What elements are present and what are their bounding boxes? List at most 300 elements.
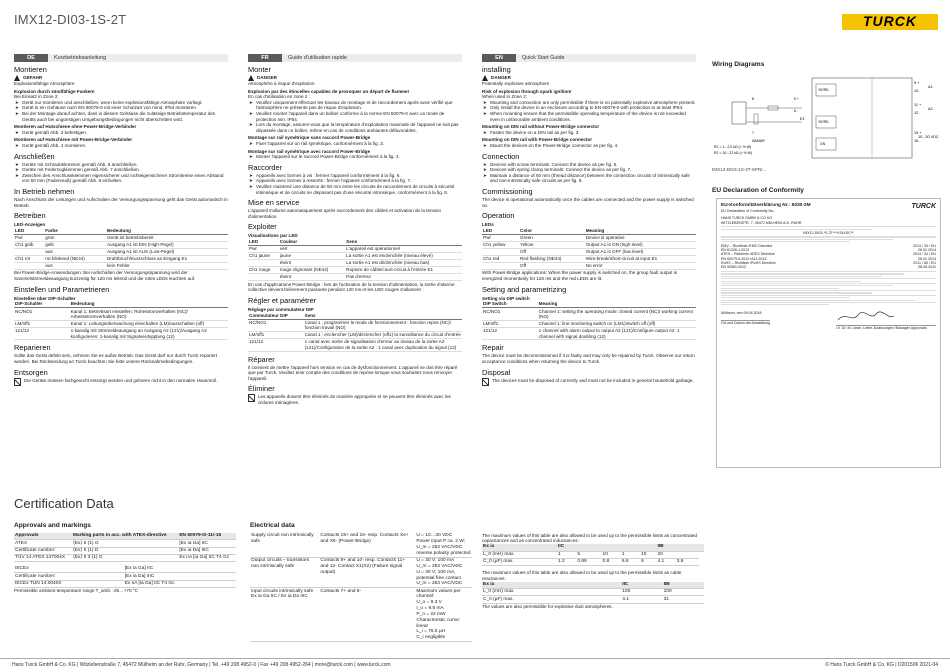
- table-cell: 3.6: [676, 558, 695, 565]
- section-heading-connect: Anschließen: [14, 151, 55, 161]
- led-cell: vert: [279, 246, 345, 253]
- led-table: [14, 228, 228, 270]
- wiring-misc-3: E1: [800, 116, 805, 121]
- led-cell: Ausgang A1 ist AUS (Low-Pegel): [106, 248, 228, 255]
- table-cell: 31: [663, 596, 704, 603]
- led-cell: kein Fehler: [106, 262, 228, 269]
- disposal-text: Les appareils doivent être éliminés de manière appropriée et ne peuvent être éliminés avec les ordures ménagères.: [258, 394, 451, 406]
- warning-line: Bei Einsatz in Zone 2:: [14, 94, 59, 100]
- led-cell: Ch1 jaune: [248, 253, 279, 260]
- led-cell: gelb: [44, 241, 106, 248]
- table-cell: [Ex ia Da] IIIC: [124, 573, 236, 580]
- section-heading-commission: In Betrieb nehmen: [14, 186, 75, 196]
- led-cell: jaune: [279, 253, 345, 260]
- table-cell: U = 30 V; 100 mA U_m = 253 VAC/VDC U = 30 V; 100 mA, potential free contact U_m = 253 VAC/VDC: [415, 557, 472, 588]
- approvals-title: Approvals and markings: [14, 522, 91, 529]
- table-cell: 4.1: [656, 558, 675, 565]
- table-cell: Input circuits intrinsically safe Ex ia Ga IIC / Ex ia Da IIIC: [250, 588, 319, 642]
- column-fr: [248, 54, 462, 406]
- led-cell: Device is operative: [585, 235, 696, 242]
- dip-cell: LM/off1: [482, 320, 538, 327]
- mount-step: ➤ Mount the devices on the Power-Bridge connector as per fig. 4.: [482, 143, 696, 149]
- table-row: [482, 241, 696, 248]
- dip-cell: 1 channel with alarm output to output A2 (121)/Configure output A2: 1 channel with signal doubling (12): [538, 327, 696, 340]
- table-row: [250, 557, 472, 588]
- wiring-misc-4: 8: [752, 97, 754, 101]
- table-row: [14, 241, 228, 248]
- dip-heading: Setting via DIP switch: [482, 295, 530, 301]
- approvals-section: [14, 522, 236, 594]
- section-heading-repair: Réparer: [248, 354, 275, 364]
- table-cell: Ex nA [ia Ga] IIC T4 Gc: [178, 554, 236, 561]
- dip-cell: 1 canal avec sortie de signalisation d'erreur au niveau de la sortie A2 (121)/Configuration de la sortie A2 : 1 canal avec duplication du signal (12): [304, 339, 462, 352]
- weee-bin-icon: [248, 394, 255, 402]
- eu-directive-date: 2014 / 30 / EU: [913, 243, 936, 248]
- table-cell: Supply circuit non intrinsically safe: [250, 533, 319, 557]
- eu-declaration-title: EU Declaration of Conformity: [712, 187, 804, 194]
- table-cell: Contacts 15+ and 16- resp. Contacts X4+ and X5- (Power-Bridge): [319, 533, 415, 557]
- eu-directive-date: 2011 / 65 / EU: [913, 261, 936, 266]
- table-cell: 0.89: [576, 558, 601, 565]
- mount-step: ➤ Monter l'appareil sur le raccord Power-Bridge conformément à la fig. 4.: [248, 154, 462, 160]
- table-row: [482, 308, 696, 321]
- table-cell: L_0 (mH) max.: [482, 589, 621, 596]
- power-bridge-note: With Power-Bridge applications: When the power supply is switched on, the group fault output is energized momentarily for 120 ms and the red LEDs are lit.: [482, 270, 678, 281]
- repair-text: Sollte das Gerät defekt sein, nehmen Sie es außer Betrieb. Das Gerät darf nur durch Turck repariert werden. Bei Rücksendung an Turck beachten Sie bitte unsere Rücknahmebedingungen.: [14, 353, 217, 365]
- table-cell: 1: [621, 551, 640, 558]
- led-table-header: Meaning: [585, 228, 696, 235]
- dip-cell: LM/off1: [248, 332, 304, 339]
- led-cell: Gerät ist betriebsbereit: [106, 235, 228, 242]
- led-table-header: LED: [14, 228, 44, 235]
- section-heading-settings: Régler et paramétrer: [248, 295, 317, 305]
- dip-cell: Canal 1 : programmer le mode de fonctionnement : fonction repos (NC)/ fonction travail (NO): [304, 319, 462, 332]
- led-cell: Pas d'erreur: [345, 274, 462, 281]
- table-row: [14, 547, 236, 554]
- table-row: [14, 320, 228, 327]
- wiring-misc-6: 5 +: [794, 97, 799, 101]
- led-cell: Output A1 is ON (high level): [585, 241, 696, 248]
- table-cell: IECEx: [14, 566, 119, 573]
- mount-step: ➤ Gerät gemäß Abb. 3 befestigen.: [14, 130, 228, 136]
- table-cell: 6.6: [621, 558, 640, 565]
- commission-text: L'appareil s'allume automatiquement après raccordement des câbles et activation de la tension d'alimentation.: [248, 208, 442, 219]
- warning-bullet: ➤ Mounting and connection are only permissible if there is no potentially explosive atmosphere present.: [482, 100, 696, 106]
- led-cell: Ch1 rouge: [248, 267, 279, 274]
- document-title: IMX12-DI03-1S-2T: [14, 12, 127, 27]
- commission-text: Nach Anschluss der Leitungen und Aufschalten der Versorgungsspannung geht das Gerät automatisch in Betrieb.: [14, 197, 228, 208]
- electrical-section: [250, 522, 472, 642]
- table-cell: ⟨Ex⟩ II (1) G: [72, 540, 178, 547]
- signature-graphic: [836, 311, 896, 323]
- wiring-term-0: 9 +: [914, 81, 920, 85]
- section-heading-operation: Betreiben: [14, 211, 46, 221]
- dip-table-header: Meaning: [538, 301, 696, 308]
- section-heading-operation: Operation: [482, 211, 515, 221]
- table-row: [482, 255, 696, 262]
- table-row: [248, 319, 462, 332]
- table-cell: 20: [656, 551, 675, 558]
- table-cell: L_0 (mH) max.: [482, 551, 557, 558]
- warning-bullet: ➤ Only install the device in an enclosure according to EN 60079-0 with protection to at least IP54.: [482, 105, 696, 111]
- max-values-section: [482, 532, 704, 610]
- table-row: [14, 248, 228, 255]
- dip-cell: Channel 1: setting the operating mode: closed current (NC)/ working current (NO): [538, 308, 696, 321]
- eu-sig1: i.V. Dr. M. Linde, Leiter Zulassungen /Manager Approvals: [836, 325, 936, 330]
- led-cell: Red flashing (NE44): [519, 255, 585, 262]
- table-cell: 100: [621, 589, 662, 596]
- language-title: Quick Start Guide: [522, 54, 565, 61]
- table-row: [14, 255, 228, 262]
- wiring-r1: R1 = 1...2,0 kΩ (> ½ W): [714, 145, 752, 149]
- table-row: [14, 566, 236, 573]
- power-bridge-note: En cas d'applications Power-Bridge : lors de l'activation de la tension d'alimentation, la sortie d'alarme collective devient brièvement passante pendant 120 ms et les LED rouges s'allument: [248, 281, 455, 293]
- section-heading-operation: Exploiter: [248, 222, 277, 232]
- table-header: [602, 544, 621, 551]
- table-cell: 1.2: [557, 558, 576, 565]
- led-cell: [248, 274, 279, 281]
- led-cell: Green: [519, 235, 585, 242]
- table-cell: ATEX: [14, 540, 72, 547]
- led-cell: La sortie A1 est enclenchée (niveau élevé): [345, 253, 462, 260]
- eu-place: Mülheim, den 09.04.2018: [721, 311, 762, 316]
- table-row: [248, 253, 462, 260]
- disposal-block: [248, 394, 462, 405]
- warning-icon: [14, 75, 20, 81]
- warning-line: Explosion durch zündfähige Funken!: [14, 88, 95, 94]
- dip-table-header: Commutateur DIP: [248, 312, 304, 319]
- wiring-term-5: A2: [928, 107, 933, 111]
- max-values-table: [482, 544, 704, 566]
- led-cell: Ch1 red: [482, 255, 519, 262]
- wiring-term-6: 15 +: [914, 131, 922, 135]
- max-values-text-2: The maximum values of this table are also allowed to be used up to the permissible limits as cable reactances:: [482, 570, 682, 581]
- warning-bullet: ➤ Bei der Montage darauf achten, dass in diesem Gehäuse die zulässige Betriebstemperatur des Geräts auch bei ungünstigen Umgebungsbedingungen nicht überschritten wird.: [14, 111, 228, 122]
- table-row: [14, 573, 236, 580]
- led-table-header: Bedeutung: [106, 228, 228, 235]
- connect-step: ➤ Geräte mit Federzugklemmen gemäß Abb. 7 anschließen.: [14, 167, 228, 173]
- mount-heading: Mounting on DIN rail without Power-Bridge connector: [482, 124, 600, 130]
- section-heading-mount: installing: [482, 65, 511, 74]
- table-header: Approvals: [14, 533, 72, 540]
- table-row: [14, 262, 228, 269]
- table-row: [482, 589, 704, 596]
- dip-cell: Canal 1 : enclencher (LM)/déclencher (off1) la surveillance du circuit d'entrée: [304, 332, 461, 338]
- led-table-header: Couleur: [279, 239, 345, 246]
- led-cell: Off: [519, 248, 585, 255]
- table-cell: 5: [576, 551, 601, 558]
- table-cell: Maximum values per channel: U_o = 9.3 V I_o = 9.6 mA P_o = 22 mW Characteristic curve: linear L_i = 76.5 µH C_i negligible: [415, 588, 472, 642]
- mount-heading: Montage sur rail symétrique sans raccord Power-Bridge: [248, 135, 371, 141]
- table-header: [676, 544, 695, 551]
- table-cell: 10: [602, 551, 621, 558]
- wiring-misc-2: GN: [820, 142, 826, 146]
- table-row: [482, 262, 696, 269]
- led-cell: Ausgang A1 ist EIN (High-Pegel): [106, 241, 228, 248]
- danger-text: DANGER: [257, 75, 277, 81]
- eu-directive: EN 61326-1:2013: [721, 247, 750, 252]
- table-cell: Contacts 7+ and 8-: [319, 588, 415, 642]
- eu-sub: EU Declaration of Conformity No.:: [721, 208, 776, 213]
- eu-number: 5030-2M: [791, 203, 811, 208]
- mount-step: ➤ Gerät gemäß Abb. 4 montieren.: [14, 143, 228, 149]
- table-header: [699, 544, 704, 551]
- connect-step: ➤ Appareils avec bornes à vis : fermer l'appareil conformément à la fig. 6.: [248, 173, 462, 179]
- section-heading-connect: Connection: [482, 151, 520, 161]
- table-header: IIC: [621, 582, 662, 589]
- warning-line: Potentially explosive atmosphere: [482, 81, 550, 87]
- led-cell: Pwr: [248, 246, 279, 253]
- eu-directive: EMV – Richtlinie /EMC Directive: [721, 243, 773, 248]
- table-row: [482, 551, 704, 558]
- warning-bullet: ➤ When mounting ensure that the permissible operating temperature of the device is not exceeded even in unfavorable ambient conditions.: [482, 111, 696, 122]
- disposal-text: The devices must be disposed of correctly and must not be included in general household garbage.: [492, 377, 694, 383]
- table-cell: U = 10…30 VDC Power input P ca. 2 W; U_m = 253 VAC/VDC reverse polarity protected: [416, 533, 471, 556]
- table-row: [14, 235, 228, 242]
- led-cell: Yellow: [519, 241, 585, 248]
- table-header: Ex ia: [482, 582, 621, 589]
- eu-directive-date: 26.02.2014: [918, 247, 936, 252]
- led-cell: Pwr: [482, 235, 519, 242]
- warning-line: Explosion par des étincelles capables de provoquer un départ de flamme!: [248, 88, 410, 94]
- table-header: EN 60079-0/-11/-15: [178, 533, 236, 540]
- led-table-header: Color: [519, 228, 585, 235]
- commission-text: The device is operational automatically once the cables are connected and the power supply is switched on.: [482, 197, 694, 208]
- connect-step: ➤ Maintain a distance of 50 mm (thread distance) between the connection circuits of intrinsically safe and non-intrinsically safe circuits as per fig. 8.: [482, 173, 696, 184]
- wiring-term-1: 10 -: [914, 89, 921, 93]
- led-heading: LED-Anzeigen: [14, 222, 46, 228]
- max-values-text: The maximum values of this table are also allowed to be used up to the permissible limits as concentrated capacitances and as concentrated inductances:: [482, 532, 697, 544]
- disposal-block: [482, 378, 696, 386]
- dip-cell: Kanal 1: Betriebsart einstellen: Ruhestromverhalten (NC)/ Arbeitsstromverhalten (NO): [70, 308, 228, 321]
- repair-text: Il convient de mettre l'appareil hors tension en cas de dysfonctionnement. L'appareil ne doit être réparé que par Turck. Veuillez tenir compte des conditions de reprise lorsque vous souhaitez nous renvoyer l'appareil.: [248, 364, 458, 381]
- table-header: [640, 544, 656, 551]
- led-cell: aus: [44, 262, 106, 269]
- table-row: [248, 274, 462, 281]
- connect-step: ➤ Devices with spring clamp terminals: Connect the device as per fig. 7.: [482, 167, 696, 173]
- table-row: [482, 248, 696, 255]
- dip-table-header: DIP-Schalter: [14, 301, 70, 308]
- footer-left: Hans Turck GmbH & Co. KG | Witzlebenstraße 7, 45472 Mülheim an der Ruhr, Germany | Tel. +49 208 4952-0 | Fax +49 208 4952-264 | more@turck.com | www.turck.com: [12, 662, 391, 668]
- section-heading-repair: Reparieren: [14, 343, 51, 353]
- wiring-supply: 10...30 VDC: [918, 135, 939, 139]
- led-cell: No error: [585, 262, 696, 269]
- led-cell: Rupture de câble/court-circuit à l'entrée E1: [345, 267, 462, 274]
- table-row: [14, 580, 236, 587]
- dip-heading: Réglage par commutateur DIP: [248, 306, 314, 312]
- dip-cell: Channel 1: line monitoring switch on (LM1)/switch off (off): [538, 320, 696, 327]
- led-table-header: LED: [248, 239, 279, 246]
- led-table-header: LED: [482, 228, 519, 235]
- led-cell: L'appareil est opérationnel: [345, 246, 462, 253]
- table-row: [248, 260, 462, 267]
- table-header: Ex ia: [482, 544, 557, 551]
- table-row: [14, 327, 228, 340]
- led-table-header: Sens: [345, 239, 462, 246]
- language-code: EN: [482, 54, 516, 62]
- table-row: [482, 327, 696, 340]
- table-cell: IECEx TUN 14.0040X: [14, 580, 119, 587]
- led-cell: La sortie A1 est déclenchée (niveau bas): [345, 260, 462, 267]
- table-row: [248, 339, 462, 352]
- table-cell: [695, 558, 699, 565]
- eu-directive: EN 50581:2012: [721, 265, 746, 270]
- table-cell: [676, 551, 695, 558]
- warning-line: En cas d'utilisation en zone 2 :: [248, 94, 310, 100]
- table-header: [621, 544, 640, 551]
- wiring-term-7: 16 -: [914, 139, 921, 143]
- approvals-table: [14, 533, 236, 562]
- language-header: [248, 54, 462, 62]
- led-cell: Ch1 yellow: [482, 241, 519, 248]
- warning-icon: [248, 75, 254, 81]
- table-row: [482, 596, 704, 603]
- footer: [0, 658, 950, 672]
- dip-table: [14, 301, 228, 340]
- dip-cell: LM/off1: [14, 320, 70, 327]
- disposal-text: Die Geräte müssen fachgerecht entsorgt werden und gehören nicht in den normalen Hausmüll.: [24, 377, 218, 383]
- table-cell: ⟨Ex⟩ II (1) D: [72, 547, 178, 554]
- warning-line: When used in Zone 2:: [482, 94, 527, 100]
- table-row: [248, 246, 462, 253]
- dip-heading: Einstellen über DIP-Schalter: [14, 295, 76, 301]
- warning-line: Atmosphère à risque d'explosion: [248, 81, 315, 87]
- column-en: [482, 54, 696, 386]
- section-heading-disposal: Éliminer: [248, 384, 275, 394]
- weee-bin-icon: [14, 378, 21, 386]
- eu-street: WITZLEBENSTR. 7, 45472 MÜLHEIM A.D. RUHR: [721, 220, 802, 225]
- led-cell: Drahtbruch/Kurzschluss an Eingang E1: [106, 255, 228, 262]
- table-header: IIC: [557, 544, 576, 551]
- led-cell: rot blinkend (NE44): [44, 255, 106, 262]
- wiring-term-4: 12 -: [914, 111, 921, 115]
- table-row: [250, 533, 472, 557]
- table-row: [250, 588, 472, 642]
- table-header: IIB: [663, 582, 704, 589]
- eu-directive-date: 08.06.2011: [918, 265, 936, 270]
- dip-cell: 121/12: [248, 339, 304, 352]
- table-row: [14, 308, 228, 321]
- connect-step: ➤ Zwischen den Anschlussklemmen eigensicherer und nichteigensicherer Stromkreise einen Abstand von 50 mm (Fadenmaß) gemäß Abb. 8 einhalten.: [14, 173, 228, 184]
- table-cell: 100: [663, 589, 704, 596]
- column-de: [14, 54, 228, 386]
- footer-right: © Hans Turck GmbH & Co. KG | D201506 2021-04: [825, 662, 938, 668]
- led-cell: Wire-break/Short-circuit at input E1: [585, 255, 696, 262]
- led-cell: [482, 248, 519, 255]
- connect-step: ➤ Geräte mit Schraubklemmen gemäß Abb. 6 anschließen.: [14, 162, 228, 168]
- led-table: [482, 228, 696, 270]
- section-heading-settings: Einstellen und Parametrieren: [14, 284, 110, 294]
- warning-bullet: ➤ Veuillez monter l'appareil dans un boîtier conforme à la norme EN 60079-0 avec un mode de protection min. IP54.: [248, 111, 462, 122]
- eu-declaration-document: [716, 198, 941, 468]
- eu-directive: EN 60079-0:2012+A11:2013: [721, 256, 767, 261]
- section-heading-disposal: Disposal: [482, 367, 511, 377]
- eu-directive: RoHS – Richtlinie /RoHS Directive: [721, 261, 776, 266]
- table-cell: 6: [640, 558, 656, 565]
- section-heading-mount: Montieren: [14, 65, 47, 74]
- table-row: [482, 235, 696, 242]
- eu-directive-date: 26.02.2014: [918, 256, 936, 261]
- table-row: [14, 554, 236, 561]
- eu-heading: EU-Konformitätserklärung Nr.:: [721, 203, 791, 208]
- power-bridge-note: Bei Power-Bridge-Anwendungen: Bei Aufschalten der Versorgungsspannung wird der Sammelstörmeldeausgang kurzzeitig für 120 ms leitend und die roten LEDs leuchten auf.: [14, 270, 196, 281]
- led-heading: Visualisations par LED: [248, 233, 298, 239]
- wiring-term-2: A1: [928, 85, 933, 89]
- section-heading-commission: Mise en service: [248, 198, 300, 208]
- danger-text: DANGER: [491, 75, 511, 81]
- section-heading-mount: Monter: [248, 65, 272, 74]
- wiring-diagram: [712, 72, 940, 164]
- disposal-block: [14, 378, 228, 386]
- wiring-misc-0: YE/RD: [818, 88, 829, 92]
- eu-directive-date: 2014 / 34 / EU: [913, 252, 936, 257]
- table-row: [248, 267, 462, 274]
- table-cell: ⟨Ex⟩ II 3 (1) G: [72, 554, 178, 561]
- led-cell: éteint: [279, 260, 345, 267]
- mount-heading: Montage sur rail symétrique avec raccord Power-Bridge: [248, 148, 371, 154]
- table-cell: 0.8: [602, 558, 621, 565]
- language-title: Guide d'utilisation rapide: [288, 54, 347, 61]
- table-cell: 4.1: [621, 596, 662, 603]
- eu-product: IMX12-DI03-*S-2T***/*24VDC**: [803, 230, 854, 235]
- dip-cell: NC/NO1: [482, 308, 538, 321]
- section-heading-repair: Repair: [482, 343, 504, 353]
- warning-icon: [482, 75, 488, 81]
- dip-cell: 121/12: [14, 327, 70, 340]
- led-cell: [14, 248, 44, 255]
- explosive-dust-note: The values are also permissible for explosive dust atmospheres.: [482, 604, 613, 610]
- warning-bullet: ➤ Gerät in ein Gehäuse nach EN 60079-0 mit einer Schutzart von mind. IP54 montieren: [14, 105, 228, 111]
- dip-table-header: DIP Switch: [482, 301, 538, 308]
- table-cell: [Ex ia Da] IIIC: [178, 547, 236, 554]
- wiring-misc-5: 7: [752, 131, 754, 135]
- section-heading-connect: Raccorder: [248, 162, 283, 172]
- eu-directive-row: [721, 265, 936, 269]
- table-cell: Output circuits – transistors non intrinsically safe: [250, 557, 319, 588]
- eu-company: HANS TURCK GMBH & CO KG: [721, 216, 773, 221]
- electrical-title: Electrical data: [250, 522, 295, 529]
- language-header: [14, 54, 228, 62]
- table-header: IIB: [656, 544, 675, 551]
- dip-cell: Kanal 1: Leitungsüberwachung einschalten (LM)/ausschalten (off): [70, 320, 228, 327]
- dip-table-header: Bedeutung: [70, 301, 228, 308]
- led-cell: aus: [44, 248, 106, 255]
- led-cell: [14, 262, 44, 269]
- language-title: Kurzbetriebsanleitung: [54, 54, 107, 61]
- led-cell: Output A1 is OFF (low level): [585, 248, 696, 255]
- warning-bullet: ➤ Lors du montage, assurez-vous que la température d'exploitation maximale de l'appareil ne soit pas dépassée dans ce boîtier, même en cas de conditions ambiantes défavorables.: [248, 122, 462, 133]
- connect-step: ➤ Veuillez maintenir une distance de 50 mm entre les circuits de raccordement de circuits à sécurité intrinsèque et de circuits ne disposant pas d'une sécurité intrinsèque, conformément à la fig. 8.: [248, 184, 462, 195]
- temperature-range: Permissible ambient temperature range T_amb: -25…+70 °C: [14, 588, 138, 594]
- dip-cell: NC/NO1: [14, 308, 70, 321]
- led-cell: éteint: [279, 274, 345, 281]
- led-cell: Ch1 gelb: [14, 241, 44, 248]
- wiring-misc-7: 6 -: [794, 109, 799, 113]
- connect-step: ➤ Appareils avec bornes à ressorts : fermer l'appareil conformément à la fig. 7.: [248, 178, 462, 184]
- table-row: [14, 540, 236, 547]
- mount-heading: Mounting on DIN rail with Power-Bridge connector: [482, 137, 592, 143]
- wiring-misc-1: YE/RD: [818, 120, 829, 124]
- led-cell: grün: [44, 235, 106, 242]
- section-heading-disposal: Entsorgen: [14, 367, 48, 377]
- led-table-header: Farbe: [44, 228, 106, 235]
- weee-bin-icon: [482, 378, 489, 386]
- led-cell: rouge clignotant (NE44): [279, 267, 345, 274]
- dip-cell: 121/12: [482, 327, 538, 340]
- led-cell: Ch1 rot: [14, 255, 44, 262]
- table-cell: Ex nA [ia Ga] IIC T4 Gc: [124, 580, 236, 587]
- wiring-term-3: 11 +: [914, 103, 922, 107]
